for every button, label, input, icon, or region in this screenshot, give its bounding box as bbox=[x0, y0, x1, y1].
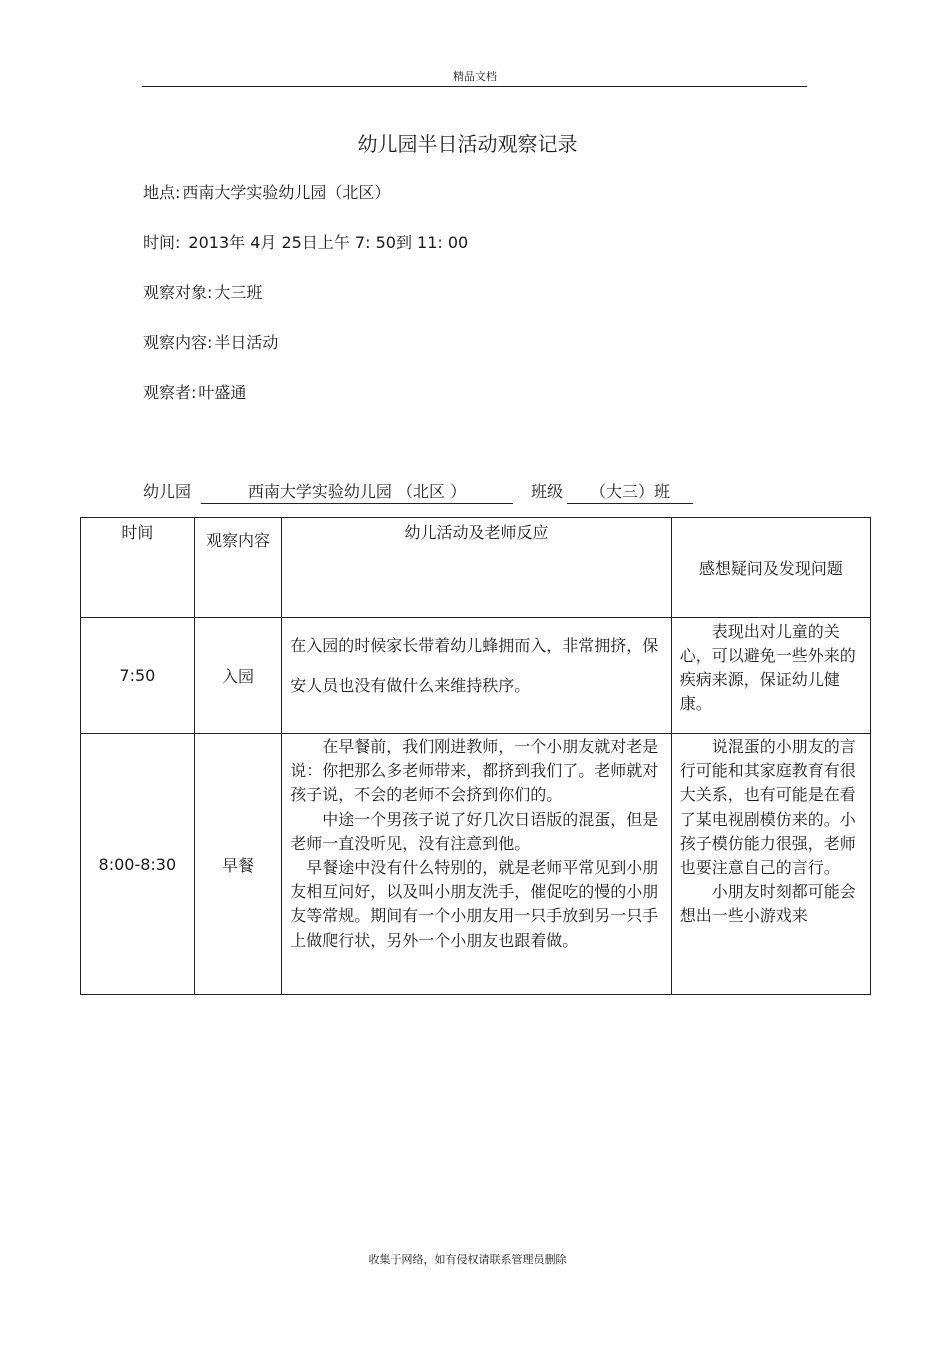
table-subheader bbox=[143, 479, 693, 504]
table-header-row bbox=[81, 518, 871, 618]
activity-paragraph: 中途一个男孩子说了好几次日语版的混蛋，但是老师一直没听见，没有注意到他。 bbox=[290, 809, 659, 853]
activity-paragraph: 在早餐前，我们刚进教师，一个小朋友就对老是说：你把那么多老师带来，都挤到我们了。老师就对孩子说，不会的老师不会挤到你们的。 bbox=[290, 737, 659, 805]
row-activity: 在入园的时候家长带着幼儿蜂拥而入，非常拥挤，保安人员也没有做什么来维持秩序。 bbox=[282, 618, 671, 734]
location-value: 西南大学实验幼儿园（北区） bbox=[182, 183, 391, 202]
time-label: 时间: bbox=[143, 233, 181, 252]
page-footer: 收集于网络，如有侵权请联系管理员删除 bbox=[368, 1253, 567, 1266]
location-line bbox=[143, 180, 390, 203]
subject-line bbox=[143, 280, 262, 303]
content-label: 观察内容: bbox=[143, 333, 213, 352]
header-notes: 感想疑问及发现问题 bbox=[671, 518, 870, 618]
row-notes bbox=[671, 734, 870, 995]
header-activity: 幼儿活动及老师反应 bbox=[282, 518, 671, 618]
subject-label: 观察对象: bbox=[143, 283, 213, 302]
observer-line bbox=[143, 380, 246, 403]
subject-value: 大三班 bbox=[214, 283, 263, 302]
row-content: 早餐 bbox=[194, 734, 282, 995]
class-label: 班级 bbox=[531, 482, 564, 501]
observation-table bbox=[80, 517, 871, 995]
kindergarten-value: 西南大学实验幼儿园 （北区 ） bbox=[201, 479, 513, 504]
time-value: 2013年 4月 25日上午 7: 50到 11: 00 bbox=[188, 233, 469, 252]
content-line bbox=[143, 330, 278, 353]
header-rule bbox=[142, 86, 807, 87]
document-title: 幼儿园半日活动观察记录 bbox=[357, 132, 578, 156]
content-value: 半日活动 bbox=[214, 333, 279, 352]
notes-paragraph: 说混蛋的小朋友的言行可能和其家庭教育有很大关系，也有可能是在看了某电视剧模仿来的。小孩子模仿能力很强，老师也要注意自己的言行。 bbox=[679, 737, 856, 878]
class-value: （大三）班 bbox=[567, 479, 693, 504]
location-label: 地点: bbox=[143, 183, 181, 202]
kindergarten-label: 幼儿园 bbox=[143, 482, 192, 501]
row-time: 7:50 bbox=[81, 618, 195, 734]
table-row bbox=[81, 618, 871, 734]
row-time: 8:00-8:30 bbox=[81, 734, 195, 995]
row-content: 入园 bbox=[194, 618, 282, 734]
notes-paragraph: 小朋友时刻都可能会想出一些小游戏来 bbox=[679, 882, 856, 926]
observer-label: 观察者: bbox=[143, 383, 197, 402]
time-line bbox=[143, 230, 468, 253]
page-header: 精品文档 bbox=[453, 70, 497, 83]
header-content: 观察内容 bbox=[194, 518, 282, 618]
observer-value: 叶盛通 bbox=[198, 383, 247, 402]
header-time: 时间 bbox=[81, 518, 195, 618]
row-notes: 表现出对儿童的关心，可以避免一些外来的疾病来源，保证幼儿健康。 bbox=[671, 618, 870, 734]
row-activity bbox=[282, 734, 671, 995]
table-row bbox=[81, 734, 871, 995]
activity-paragraph: 早餐途中没有什么特别的，就是老师平常见到小朋友相互问好，以及叫小朋友洗手，催促吃的慢的小朋友等常规。期间有一个小朋友用一只手放到另一只手上做爬行状，另外一个小朋友也跟着做。 bbox=[290, 858, 659, 950]
